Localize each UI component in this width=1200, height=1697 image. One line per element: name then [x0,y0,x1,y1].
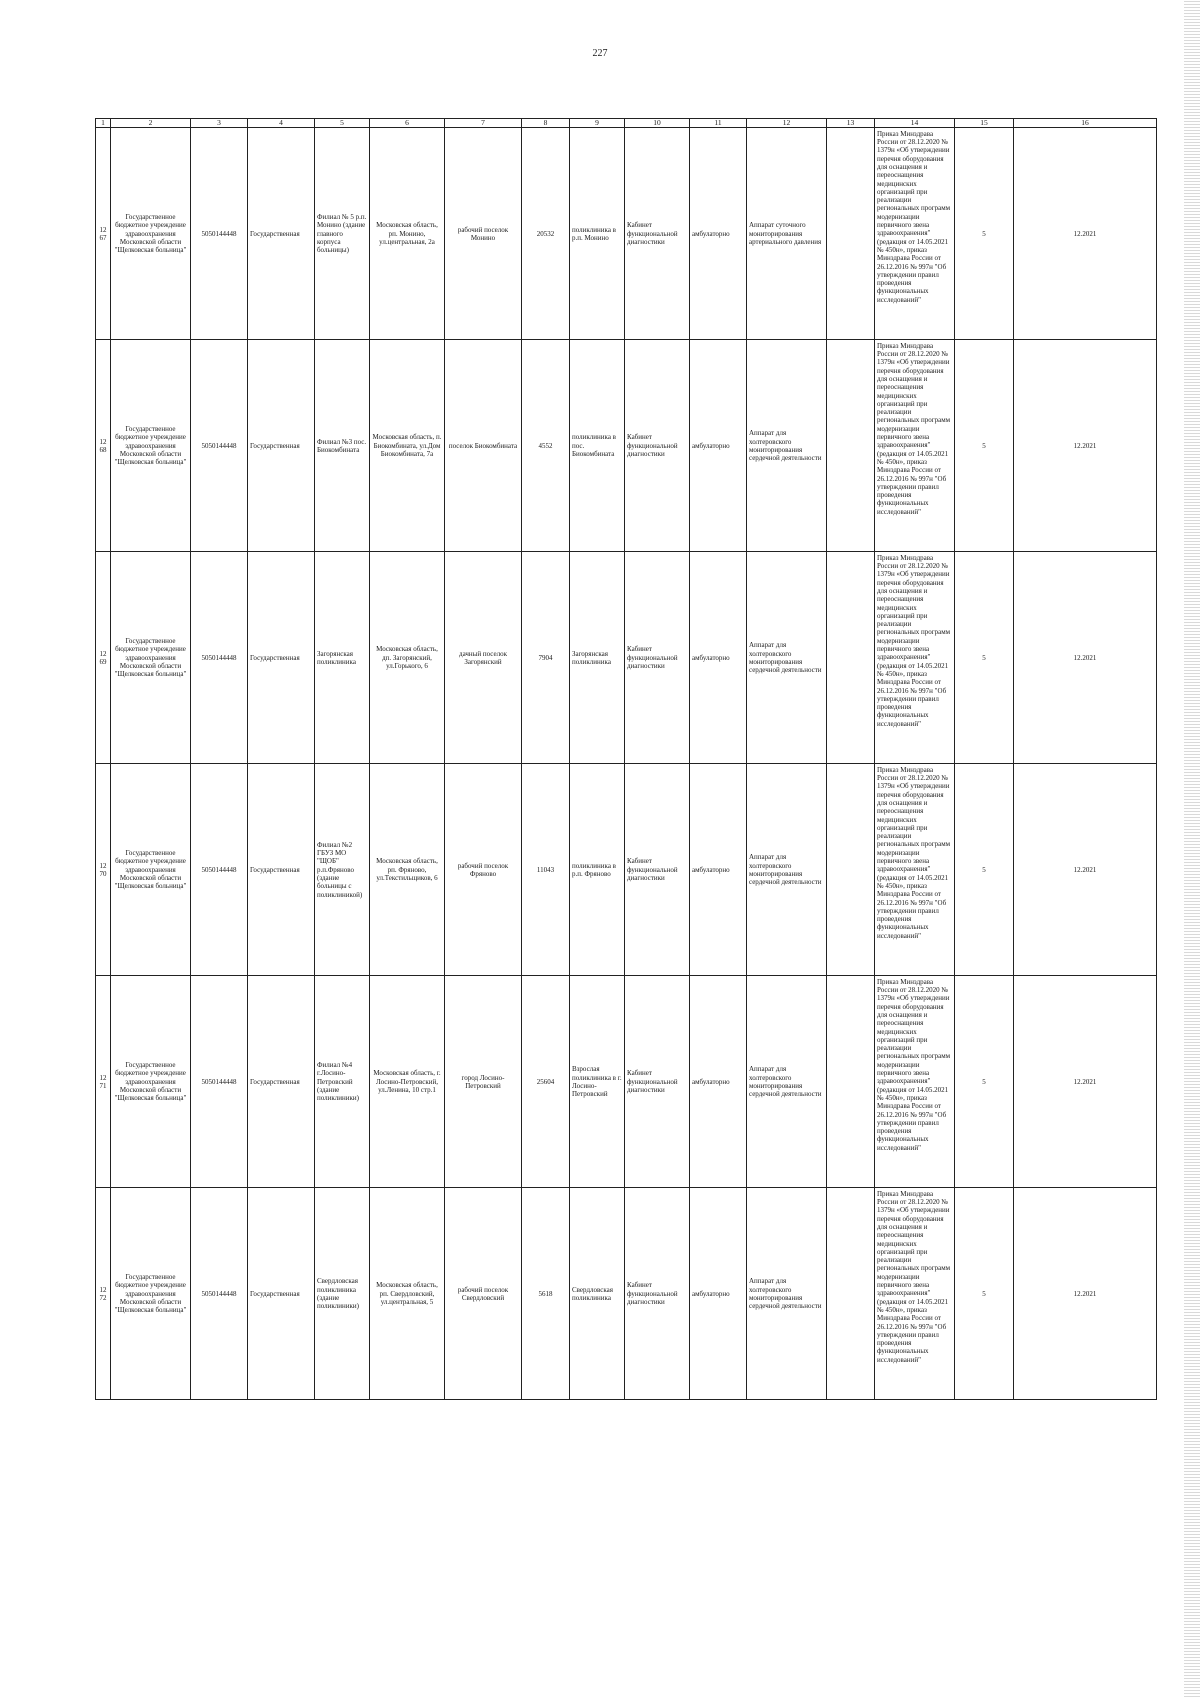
column-number-row [96,119,1157,128]
quantity-cell: 5 [955,128,1014,340]
inn-cell: 5050144448 [191,976,248,1188]
ownership-cell: Государственная [248,128,315,340]
table-row [96,128,1157,340]
institution-cell: Государственное бюджетное учреждение здравоохранения Московской области "Щелковская больница" [111,340,191,552]
subdivision-cell: Филиал №2 ГБУЗ МО "ЩОБ" р.п.Фряново (здание больницы с поликлиникой) [315,764,370,976]
date-cell: 12.2021 [1014,1188,1157,1400]
legal-basis-text: Приказ Минздрава России от 28.12.2020 № 1379н «Об утверждении перечня оборудования для оснащения и переоснащения медицинских организаций при реализации региональных программ модернизации первичного звена здравоохранения"(редакция от 14.05.2021 № 450н», приказ Минздрава России от 26.12.2016 № 997н "Об утверждении правил проведения функциональных исследований" [877,977,951,1152]
column-13-cell [827,764,875,976]
care-type-cell: амбулаторно [690,552,747,764]
quantity-cell: 5 [955,764,1014,976]
facility-cell: Свердловская поликлиника [570,1188,625,1400]
table-row [96,340,1157,552]
column-number-cell: 5 [315,119,370,128]
row-number-cell: 1267 [96,128,111,340]
column-number-cell: 3 [191,119,248,128]
settlement-cell: рабочий поселок Монино [445,128,522,340]
scan-edge-strip [1184,0,1200,1697]
row-number-cell: 1270 [96,764,111,976]
subdivision-cell: Филиал № 5 р.п. Монино (здание главного корпуса больницы) [315,128,370,340]
population-cell: 11043 [522,764,570,976]
column-number-cell: 16 [1014,119,1157,128]
equipment-cell: Аппарат суточного мониторирования артериального давления [747,128,827,340]
settlement-cell: рабочий поселок Фряново [445,764,522,976]
settlement-cell: дачный поселок Загорянский [445,552,522,764]
table-row [96,552,1157,764]
quantity-cell: 5 [955,340,1014,552]
row-number-cell: 1271 [96,976,111,1188]
care-type-cell: амбулаторно [690,128,747,340]
settlement-cell: рабочий поселок Свердловский [445,1188,522,1400]
legal-basis-cell [875,340,955,552]
column-number-cell: 15 [955,119,1014,128]
column-number-cell: 11 [690,119,747,128]
row-number-cell: 1272 [96,1188,111,1400]
department-cell: Кабинет функциональной диагностики [625,340,690,552]
equipment-cell: Аппарат для холтеровского мониторирования сердечной деятельности [747,976,827,1188]
address-cell: Московская область, рп. Свердловский, ул.центральная, 5 [370,1188,445,1400]
column-13-cell [827,128,875,340]
inn-cell: 5050144448 [191,340,248,552]
column-number-cell: 4 [248,119,315,128]
legal-basis-text: Приказ Минздрава России от 28.12.2020 № 1379н «Об утверждении перечня оборудования для оснащения и переоснащения медицинских организаций при реализации региональных программ модернизации первичного звена здравоохранения"(редакция от 14.05.2021 № 450н», приказ Минздрава России от 26.12.2016 № 997н "Об утверждении правил проведения функциональных исследований" [877,1189,951,1364]
legal-basis-text: Приказ Минздрава России от 28.12.2020 № 1379н «Об утверждении перечня оборудования для оснащения и переоснащения медицинских организаций при реализации региональных программ модернизации первичного звена здравоохранения"(редакция от 14.05.2021 № 450н», приказ Минздрава России от 26.12.2016 № 997н "Об утверждении правил проведения функциональных исследований" [877,765,951,940]
care-type-cell: амбулаторно [690,976,747,1188]
column-number-cell: 9 [570,119,625,128]
care-type-cell: амбулаторно [690,1188,747,1400]
department-cell: Кабинет функциональной диагностики [625,128,690,340]
institution-cell: Государственное бюджетное учреждение здравоохранения Московской области "Щелковская больница" [111,128,191,340]
column-13-cell [827,976,875,1188]
column-number-cell: 1 [96,119,111,128]
legal-basis-cell [875,552,955,764]
subdivision-cell: Свердловская поликлиника (здание поликлиники) [315,1188,370,1400]
population-cell: 5618 [522,1188,570,1400]
subdivision-cell: Загорянская поликлиника [315,552,370,764]
date-cell: 12.2021 [1014,764,1157,976]
equipment-cell: Аппарат для холтеровского мониторирования сердечной деятельности [747,1188,827,1400]
table-row [96,976,1157,1188]
facility-cell: поликлиника в р.п. Монино [570,128,625,340]
equipment-registry-table [95,118,1157,1400]
page-number: 227 [592,48,608,59]
column-number-cell: 14 [875,119,955,128]
quantity-cell: 5 [955,552,1014,764]
inn-cell: 5050144448 [191,552,248,764]
quantity-cell: 5 [955,976,1014,1188]
column-13-cell [827,1188,875,1400]
population-cell: 25604 [522,976,570,1188]
column-number-cell: 8 [522,119,570,128]
subdivision-cell: Филиал №3 пос. Биокомбината [315,340,370,552]
column-number-cell: 6 [370,119,445,128]
row-number-cell: 1269 [96,552,111,764]
facility-cell: поликлиника в р.п. Фряново [570,764,625,976]
facility-cell: поликлиника в пос. Биокомбината [570,340,625,552]
column-number-cell: 12 [747,119,827,128]
inn-cell: 5050144448 [191,128,248,340]
ownership-cell: Государственная [248,340,315,552]
legal-basis-cell [875,976,955,1188]
facility-cell: Взрослая поликлиника в г. Лосино-Петровский [570,976,625,1188]
department-cell: Кабинет функциональной диагностики [625,764,690,976]
column-13-cell [827,340,875,552]
population-cell: 7904 [522,552,570,764]
address-cell: Московская область, п. Биокомбината, ул.Дом Биокомбината, 7а [370,340,445,552]
equipment-cell: Аппарат для холтеровского мониторирования сердечной деятельности [747,552,827,764]
population-cell: 4552 [522,340,570,552]
institution-cell: Государственное бюджетное учреждение здравоохранения Московской области "Щелковская больница" [111,1188,191,1400]
date-cell: 12.2021 [1014,128,1157,340]
column-number-cell: 7 [445,119,522,128]
ownership-cell: Государственная [248,764,315,976]
inn-cell: 5050144448 [191,764,248,976]
ownership-cell: Государственная [248,1188,315,1400]
quantity-cell: 5 [955,1188,1014,1400]
care-type-cell: амбулаторно [690,340,747,552]
column-13-cell [827,552,875,764]
legal-basis-cell [875,1188,955,1400]
table-row [96,1188,1157,1400]
department-cell: Кабинет функциональной диагностики [625,1188,690,1400]
care-type-cell: амбулаторно [690,764,747,976]
address-cell: Московская область, г. Лосино-Петровский, ул.Ленина, 10 стр.1 [370,976,445,1188]
date-cell: 12.2021 [1014,976,1157,1188]
institution-cell: Государственное бюджетное учреждение здравоохранения Московской области "Щелковская больница" [111,552,191,764]
table-row [96,764,1157,976]
legal-basis-text: Приказ Минздрава России от 28.12.2020 № 1379н «Об утверждении перечня оборудования для оснащения и переоснащения медицинских организаций при реализации региональных программ модернизации первичного звена здравоохранения"(редакция от 14.05.2021 № 450н», приказ Минздрава России от 26.12.2016 № 997н "Об утверждении правил проведения функциональных исследований" [877,553,951,728]
date-cell: 12.2021 [1014,552,1157,764]
column-number-cell: 2 [111,119,191,128]
settlement-cell: город Лосино-Петровский [445,976,522,1188]
address-cell: Московская область, рп. Фряново, ул.Текстильщиков, 6 [370,764,445,976]
ownership-cell: Государственная [248,552,315,764]
address-cell: Московская область, дп. Загорянский, ул.Горького, 6 [370,552,445,764]
column-number-cell: 13 [827,119,875,128]
equipment-cell: Аппарат для холтеровского мониторирования сердечной деятельности [747,764,827,976]
settlement-cell: поселок Биокомбината [445,340,522,552]
address-cell: Московская область, рп. Монино, ул.центральная, 2а [370,128,445,340]
legal-basis-text: Приказ Минздрава России от 28.12.2020 № 1379н «Об утверждении перечня оборудования для оснащения и переоснащения медицинских организаций при реализации региональных программ модернизации первичного звена здравоохранения"(редакция от 14.05.2021 № 450н», приказ Минздрава России от 26.12.2016 № 997н "Об утверждении правил проведения функциональных исследований" [877,129,951,304]
institution-cell: Государственное бюджетное учреждение здравоохранения Московской области "Щелковская больница" [111,764,191,976]
legal-basis-cell [875,128,955,340]
row-number-cell: 1268 [96,340,111,552]
column-number-cell: 10 [625,119,690,128]
ownership-cell: Государственная [248,976,315,1188]
date-cell: 12.2021 [1014,340,1157,552]
department-cell: Кабинет функциональной диагностики [625,976,690,1188]
legal-basis-text: Приказ Минздрава России от 28.12.2020 № 1379н «Об утверждении перечня оборудования для оснащения и переоснащения медицинских организаций при реализации региональных программ модернизации первичного звена здравоохранения"(редакция от 14.05.2021 № 450н», приказ Минздрава России от 26.12.2016 № 997н "Об утверждении правил проведения функциональных исследований" [877,341,951,516]
inn-cell: 5050144448 [191,1188,248,1400]
institution-cell: Государственное бюджетное учреждение здравоохранения Московской области "Щелковская больница" [111,976,191,1188]
department-cell: Кабинет функциональной диагностики [625,552,690,764]
equipment-cell: Аппарат для холтеровского мониторирования сердечной деятельности [747,340,827,552]
population-cell: 20532 [522,128,570,340]
facility-cell: Загорянская поликлиника [570,552,625,764]
legal-basis-cell [875,764,955,976]
subdivision-cell: Филиал №4 г.Лосино-Петровский (здание поликлиники) [315,976,370,1188]
